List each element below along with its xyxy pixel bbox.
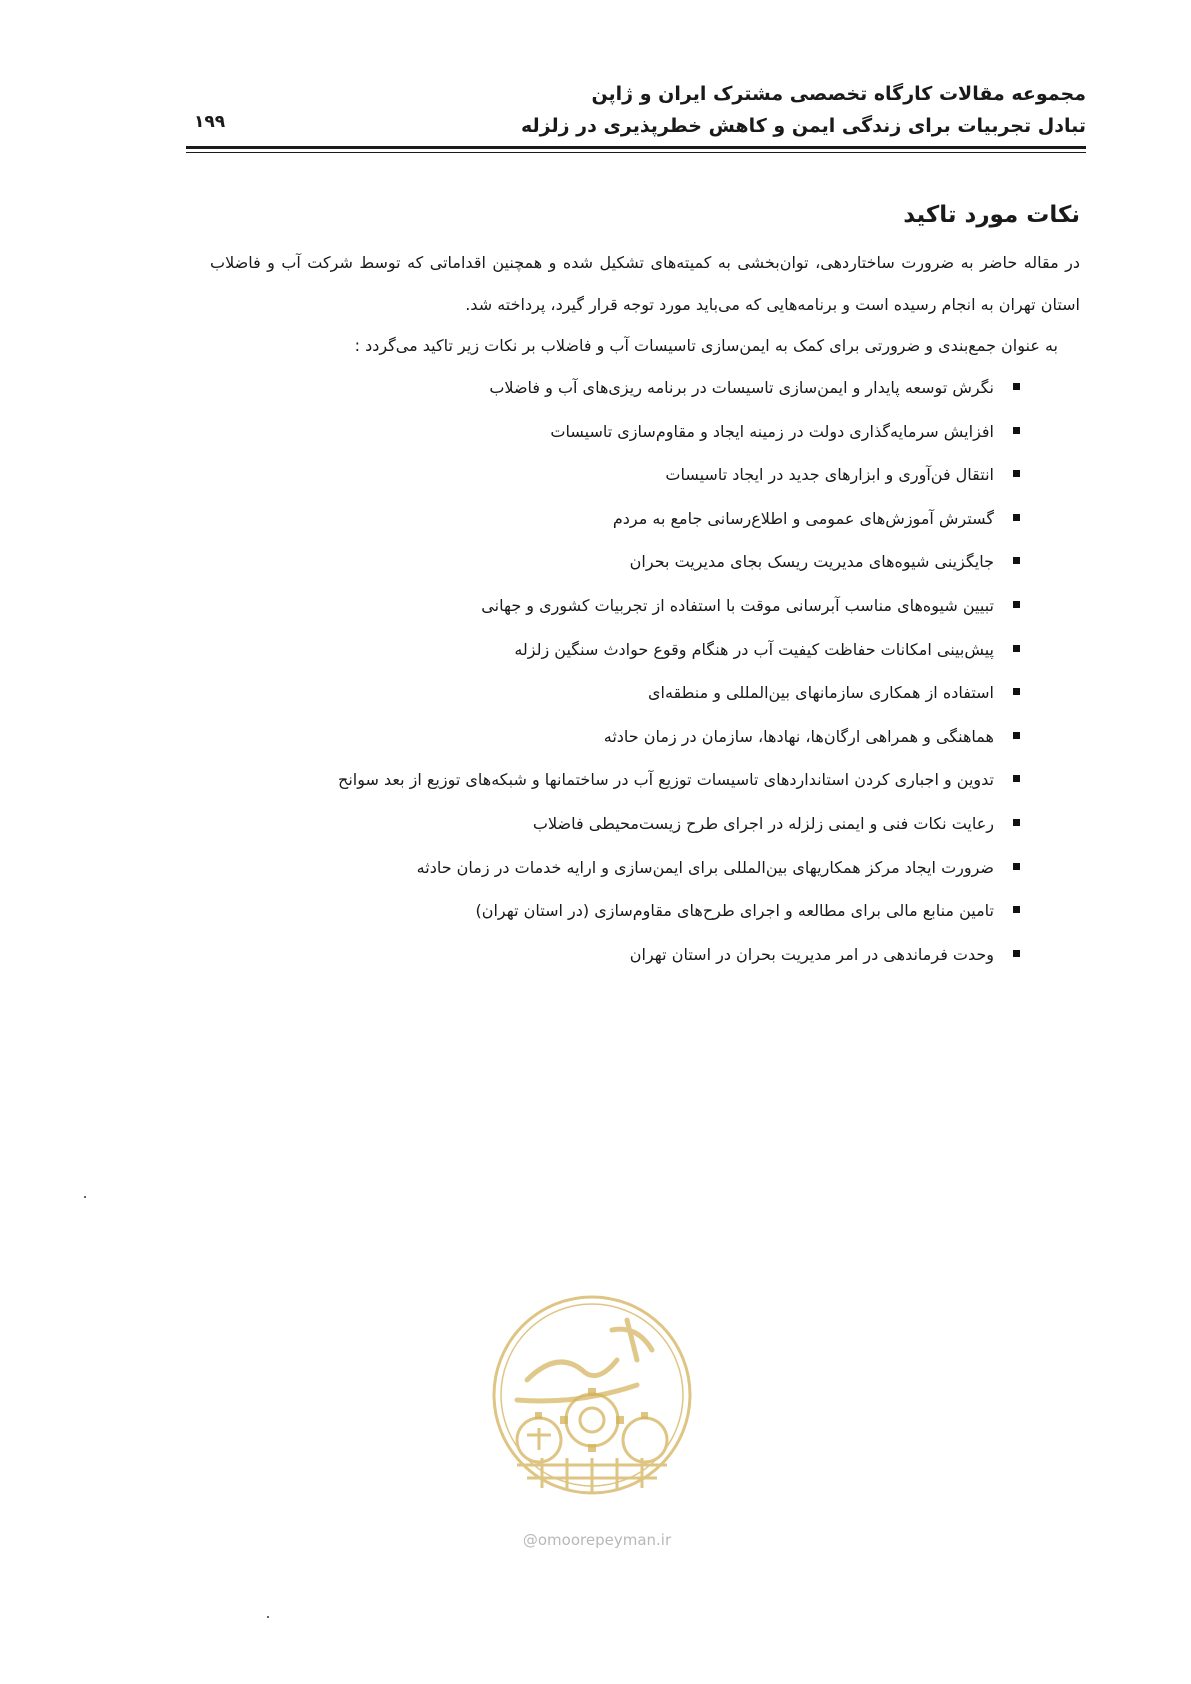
header-titles: [521, 78, 1086, 142]
scan-speck: [267, 1616, 269, 1618]
bullet-icon: [1013, 514, 1020, 521]
list-item: رعایت نکات فنی و ایمنی زلزله در اجرای طرح زیست‌محیطی فاضلاب: [210, 802, 1020, 846]
list-item: جایگزینی شیوه‌های مدیریت ریسک بجای مدیریت بحران: [210, 540, 1020, 584]
header-title-line2: تبادل تجربیات برای زندگی ایمن و کاهش خطرپذیری در زلزله: [521, 115, 1086, 137]
scan-speck: [84, 1196, 86, 1198]
watermark-url: @omoorepeyman.ir: [522, 1531, 672, 1549]
bullet-icon: [1013, 645, 1020, 652]
header-title-line1: مجموعه مقالات کارگاه تخصصی مشترک ایران و ژاپن: [591, 83, 1086, 105]
intro-paragraph: در مقاله حاضر به ضرورت ساختاردهی، توان‌بخشی به کمیته‌های تشکیل شده و همچنین اقداماتی که توسط شرکت آب و فاضلاب استان تهران به انجام رسیده است و برنامه‌هایی که می‌باید مورد توجه قرار گیرد، پرداخته شد.: [210, 253, 1080, 314]
bullet-icon: [1013, 470, 1020, 477]
bullet-icon: [1013, 601, 1020, 608]
bullet-icon: [1013, 906, 1020, 913]
emphasis-list: [210, 366, 1080, 976]
bullet-icon: [1013, 863, 1020, 870]
bullet-icon: [1013, 732, 1020, 739]
bullet-icon: [1013, 688, 1020, 695]
bullet-icon: [1013, 819, 1020, 826]
main-content: [210, 198, 1080, 976]
list-item: وحدت فرماندهی در امر مدیریت بحران در استان تهران: [210, 933, 1020, 977]
list-item: تبیین شیوه‌های مناسب آبرسانی موقت با استفاده از تجربیات کشوری و جهانی: [210, 584, 1020, 628]
list-item: تامین منابع مالی برای مطالعه و اجرای طرح‌های مقاوم‌سازی (در استان تهران): [210, 889, 1020, 933]
bullet-icon: [1013, 557, 1020, 564]
list-item: انتقال فن‌آوری و ابزارهای جدید در ایجاد تاسیسات: [210, 453, 1020, 497]
list-item: ضرورت ایجاد مرکز همکاریهای بین‌المللی برای ایمن‌سازی و ارایه خدمات در زمان حادثه: [210, 846, 1020, 890]
page-number: ۱۹۹: [194, 112, 226, 132]
bullet-icon: [1013, 950, 1020, 957]
stamp-emblem-icon: [487, 1290, 697, 1500]
header-rule-thick: [186, 146, 1086, 149]
list-item: افزایش سرمایه‌گذاری دولت در زمینه ایجاد و مقاوم‌سازی تاسیسات: [210, 410, 1020, 454]
header-rule-thin: [186, 152, 1086, 153]
section-heading: نکات مورد تاکید: [903, 202, 1080, 228]
lead-paragraph: به عنوان جمع‌بندی و ضرورتی برای کمک به ایمن‌سازی تاسیسات آب و فاضلاب بر نکات زیر تاکید می‌گردد :: [354, 336, 1058, 355]
watermark-stamp-logo: [487, 1290, 697, 1500]
list-item: گسترش آموزش‌های عمومی و اطلاع‌رسانی جامع به مردم: [210, 497, 1020, 541]
list-item: نگرش توسعه پایدار و ایمن‌سازی تاسیسات در برنامه ریزی‌های آب و فاضلاب: [210, 366, 1020, 410]
bullet-icon: [1013, 427, 1020, 434]
list-item: پیش‌بینی امکانات حفاظت کیفیت آب در هنگام وقوع حوادث سنگین زلزله: [210, 628, 1020, 672]
bullet-icon: [1013, 383, 1020, 390]
list-item: استفاده از همکاری سازمانهای بین‌المللی و منطقه‌ای: [210, 671, 1020, 715]
list-item: هماهنگی و همراهی ارگان‌ها، نهادها، سازمان در زمان حادثه: [210, 715, 1020, 759]
running-header: [186, 78, 1086, 148]
bullet-icon: [1013, 775, 1020, 782]
list-item: تدوین و اجباری کردن استانداردهای تاسیسات توزیع آب در ساختمانها و شبکه‌های توزیع از بعد سوانح: [210, 758, 1020, 802]
